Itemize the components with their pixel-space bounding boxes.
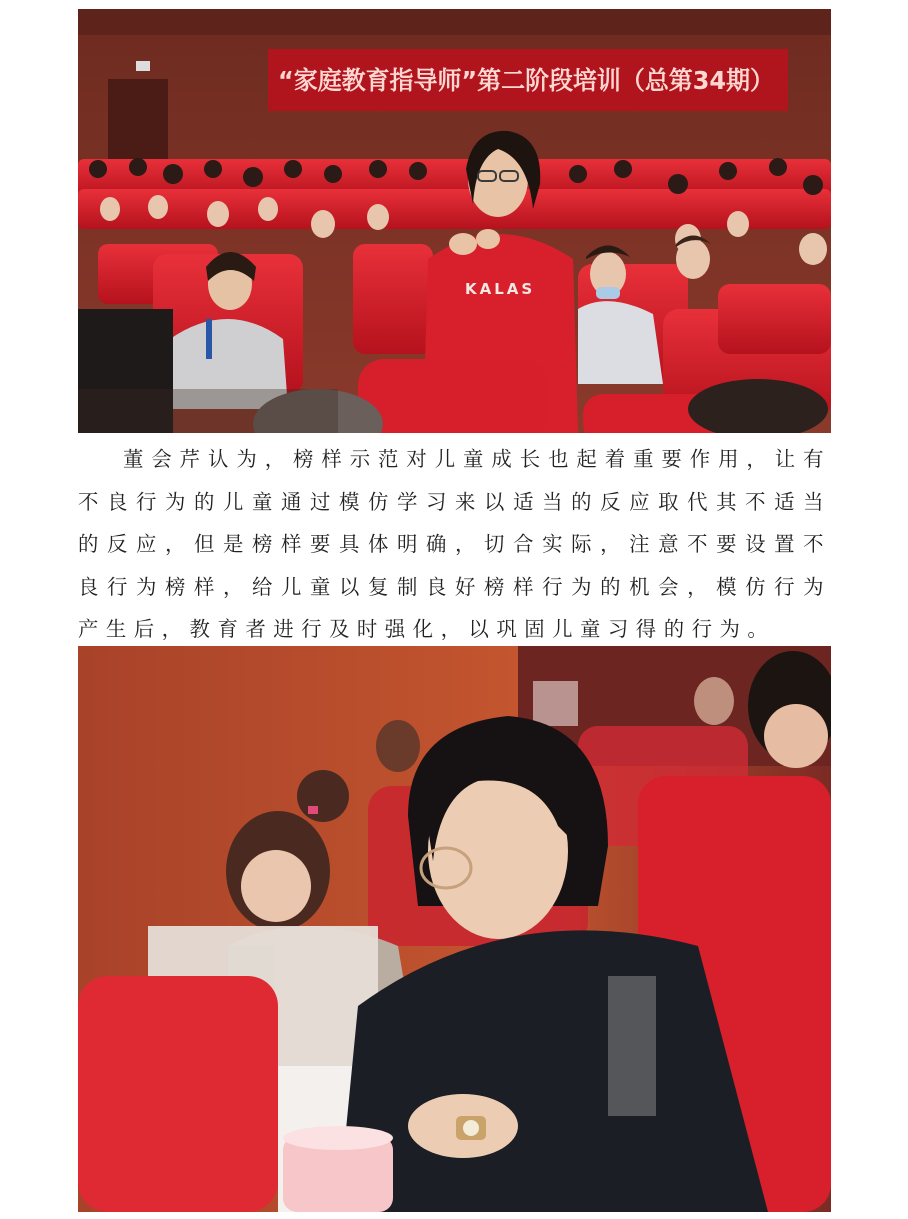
banner-text: “家庭教育指导师”第二阶段培训（总第34期） — [278, 66, 774, 95]
article-paragraph: 董会芹认为，榜样示范对儿童成长也起着重要作用，让有不良行为的儿童通过模仿学习来以适当的反应取代其不适当的反应，但是榜样要具体明确，切合实际，注意不要设置不良行为榜样，给儿童以复制良好榜样行为的机会，模仿行为产生后，教育者进行及时强化，以巩固儿童习得的行为。 — [78, 447, 831, 640]
hoodie-print: KALAS — [465, 280, 536, 298]
training-audience-photo — [78, 9, 831, 433]
note-taking-photo — [78, 646, 831, 1212]
